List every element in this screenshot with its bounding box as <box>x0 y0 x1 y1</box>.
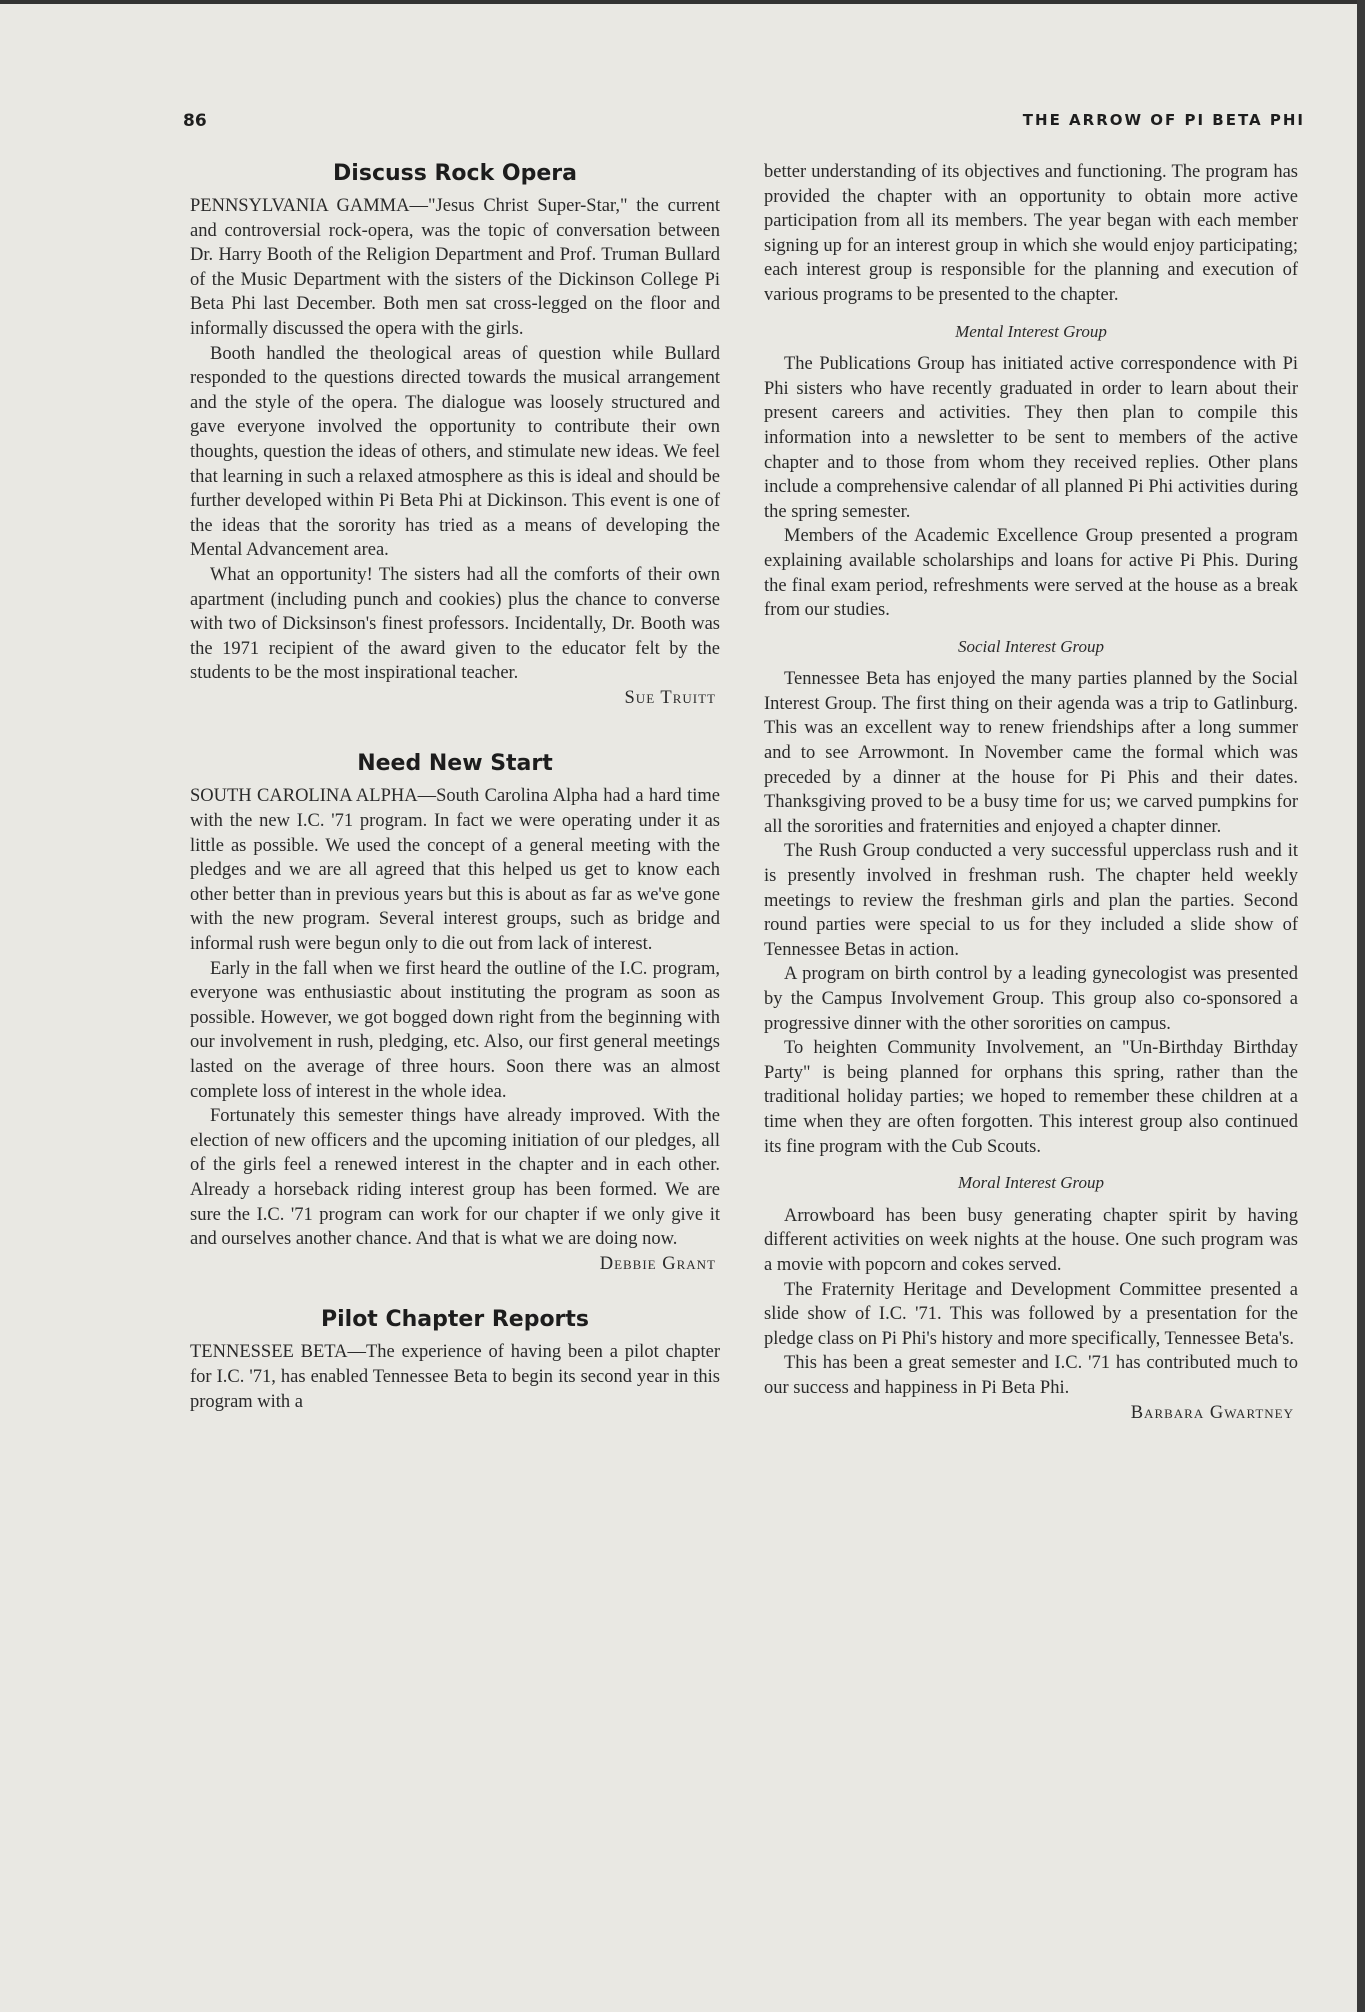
paragraph: Members of the Academic Excellence Group presented a program explaining available scholarships and loans for active Pi Phis. During the final exam period, refreshments were served at the house as a break from our studies. <box>764 526 1298 621</box>
left-column <box>190 160 720 1414</box>
paragraph: better understanding of its objectives and functioning. The program has provided the chapter with an opportunity to obtain more active participation from all its members. The year began with each member signing up for an interest group in which she would enjoy participating; each interest group is responsible for the planning and execution of various programs to be presented to the chapter. <box>764 162 1298 305</box>
paragraph: Tennessee Beta has enjoyed the many parties planned by the Social Interest Group. The first thing on their agenda was a trip to Gatlinburg. This was an excellent way to renew friendships after a long summer and to see Arrowmont. In November came the formal which was preceded by a dinner at the house for Pi Phis and their dates. Thanksgiving proved to be a busy time for us; we carved pumpkins for all the sororities and fraternities and enjoyed a chapter dinner. <box>764 669 1298 837</box>
article-title: Pilot Chapter Reports <box>320 1307 590 1333</box>
paragraph: To heighten Community Involvement, an "Un-Birthday Birthday Party" is being planned for orphans this spring, rather than the traditional holiday parties; we hoped to remember these children at a time when they are often forgotten. This interest group also continued its fine program with the Cub Scouts. <box>764 1038 1298 1157</box>
paragraph: Booth handled the theological areas of question while Bullard responded to the questions directed towards the musical arrangement and the style of the opera. The dialogue was loosely structured and gave everyone involved the opportunity to contribute their own thoughts, question the ideas of others, and stimulate new ideas. We feel that learning in such a relaxed atmosphere as this is ideal and should be further developed within Pi Beta Phi at Dickinson. This event is one of the ideas that the sorority has tried as a means of developing the Mental Advancement area. <box>190 343 720 561</box>
article-title: Discuss Rock Opera <box>333 161 577 186</box>
page-edge-shadow <box>1357 0 1365 2012</box>
paragraph: Arrowboard has been busy generating chapter spirit by having different activities on week nights at the house. One such program was a movie with popcorn and cokes served. <box>764 1205 1298 1275</box>
paragraph: The Fraternity Heritage and Development Committee presented a slide show of I.C. '71. This was followed by a presentation for the pledge class on Pi Phi's history and more specifically, Tennessee Beta's. <box>764 1279 1298 1349</box>
section-heading: Social Interest Group <box>957 636 1105 656</box>
article-title: Need New Start <box>357 751 553 777</box>
paragraph: The Rush Group conducted a very successful upperclass rush and it is presently involved in freshman rush. The chapter held weekly meetings to review the freshman girls and plan the parties. Second round parties were special to us for they included a slide show of Tennessee Betas in action. <box>764 841 1298 960</box>
paragraph: This has been a great semester and I.C. '71 has contributed much to our success and happiness in Pi Beta Phi. <box>764 1353 1298 1398</box>
article-pilot <box>190 1306 720 1414</box>
article-rock-opera <box>190 160 720 710</box>
running-header: THE ARROW OF PI BETA PHI <box>1022 111 1305 129</box>
paragraph: TENNESSEE BETA—The experience of having been a pilot chapter for I.C. '71, has enabled Tennessee Beta to begin its second year in this program with a <box>190 1342 720 1412</box>
paragraph: What an opportunity! The sisters had all the comforts of their own apartment (including punch and cookies) plus the chance to converse with two of Dicksinson's finest professors. Incidentally, Dr. Booth was the 1971 recipient of the award given to the educator felt by the students to be the most inspirational teacher. <box>190 564 720 684</box>
author-signature: Debbie Grant <box>599 1253 716 1274</box>
author-signature: Sue Truitt <box>624 687 716 708</box>
paragraph: PENNSYLVANIA GAMMA—"Jesus Christ Super-Star," the current and controversial rock-opera, was the topic of conversation between Dr. Harry Booth of the Religion Department and Prof. Truman Bullard of the Music Department with the sisters of the Dickinson College Pi Beta Phi last December. Both men sat cross-legged on the floor and informally discussed the opera with the girls. <box>190 196 720 339</box>
page-number: 86 <box>183 111 207 131</box>
right-column <box>764 160 1298 1425</box>
paragraph: Fortunately this semester things have already improved. With the election of new officers and the upcoming initiation of our pledges, all of the girls feel a renewed interest in the chapter and in each other. Already a horseback riding interest group has been formed. We are sure the I.C. '71 program can work for our chapter if we only give it and ourselves another chance. And that is what we are doing now. <box>190 1106 720 1250</box>
paragraph: A program on birth control by a leading gynecologist was presented by the Campus Involvement Group. This group also co-sponsored a progressive dinner with the other sororities on campus. <box>764 964 1298 1034</box>
paragraph: Early in the fall when we first heard the outline of the I.C. program, everyone was enthusiastic about instituting the program as soon as possible. However, we got bogged down right from the beginning with our involvement in rush, pledging, etc. Also, our first general meetings lasted on the average of three hours. Soon there was an almost complete loss of interest in the whole idea. <box>190 958 720 1102</box>
paragraph: The Publications Group has initiated active correspondence with Pi Phi sisters who have recently graduated in order to learn about their present careers and activities. They then plan to compile this information into a newsletter to be sent to members of the active chapter and to those from whom they received replies. Other plans include a comprehensive calendar of all planned Pi Phi activities during the spring semester. <box>764 354 1298 522</box>
paragraph: SOUTH CAROLINA ALPHA—South Carolina Alpha had a hard time with the new I.C. '71 program. In fact we were operating under it as little as possible. We used the concept of a general meeting with the pledges and we are all agreed that this helped us get to know each other better than in previous years but this is about as far as we've gone with the new program. Several interest groups, such as bridge and informal rush were begun only to die out from lack of interest. <box>190 786 720 955</box>
author-signature: Barbara Gwartney <box>1130 1402 1294 1423</box>
top-border <box>0 0 1365 4</box>
section-heading: Mental Interest Group <box>955 321 1107 341</box>
article-new-start <box>190 750 720 1276</box>
section-heading: Moral Interest Group <box>957 1173 1105 1193</box>
